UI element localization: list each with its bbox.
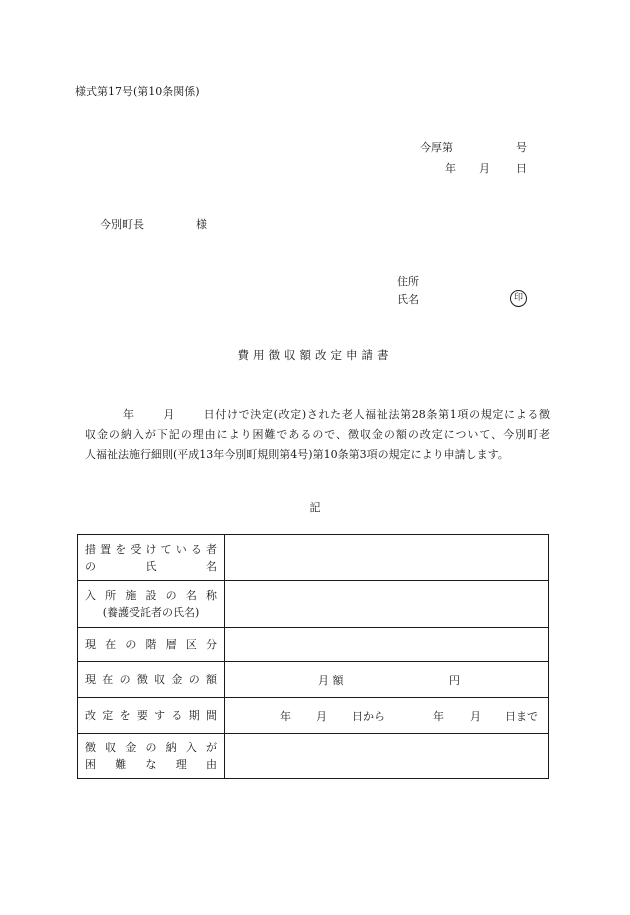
value-current-amount[interactable] bbox=[225, 662, 549, 698]
body-month: 月 bbox=[162, 408, 175, 421]
period-year-1: 年 bbox=[280, 709, 291, 723]
period-month-1: 月 bbox=[316, 709, 327, 723]
label-subtext: (養護受託者の氏名) bbox=[102, 606, 200, 619]
address-label: 住所 bbox=[397, 275, 419, 288]
label-current-class bbox=[78, 628, 225, 662]
addressee-name: 今別町長 bbox=[100, 218, 144, 231]
period-month-2: 月 bbox=[470, 709, 481, 723]
label-difficulty-reason bbox=[78, 734, 225, 779]
table-row bbox=[78, 734, 549, 779]
table-row bbox=[78, 535, 549, 581]
body-paragraph bbox=[85, 405, 550, 465]
ref-prefix: 今厚第 bbox=[420, 141, 453, 154]
table-row bbox=[78, 662, 549, 698]
seal-mark: 印 bbox=[510, 290, 527, 307]
label-text: 措置を受けている者 bbox=[85, 542, 217, 556]
label-facility-name bbox=[78, 581, 225, 628]
table-row bbox=[78, 581, 549, 628]
form-number: 様式第17号(第10条関係) bbox=[75, 85, 200, 98]
value-facility-name[interactable] bbox=[225, 581, 549, 628]
label-text: 現在の階層区分 bbox=[85, 638, 217, 651]
period-to: 日まで bbox=[505, 709, 538, 723]
value-difficulty-reason[interactable] bbox=[225, 734, 549, 779]
label-text: 徴収金の納入が bbox=[85, 741, 217, 754]
body-year: 年 bbox=[123, 408, 135, 421]
label-text: 現在の徴収金の額 bbox=[85, 673, 217, 686]
table-row bbox=[78, 628, 549, 662]
label-text: 入所施設の名称 bbox=[85, 589, 217, 602]
body-line-2: 収金の納入が下記の理由により困難であるので、徴収金の額の改定について、今別町老 bbox=[85, 428, 550, 441]
body-line-1 bbox=[85, 405, 550, 425]
value-revision-period[interactable] bbox=[225, 698, 549, 734]
period-from: 日から bbox=[352, 709, 385, 723]
date-year: 年 bbox=[445, 162, 456, 175]
label-recipient-name bbox=[78, 535, 225, 581]
ki-heading: 記 bbox=[309, 501, 321, 514]
ref-suffix: 号 bbox=[516, 141, 527, 154]
date-month: 月 bbox=[479, 162, 490, 175]
yen-label: 円 bbox=[449, 673, 460, 687]
body-line-3: 人福祉法施行細則(平成13年今別町規則第4号)第10条第3項の規定により申請します。 bbox=[85, 448, 509, 461]
addressee-honorific: 様 bbox=[196, 218, 207, 231]
label-text: 改定を要する期間 bbox=[85, 709, 217, 722]
application-table bbox=[77, 534, 549, 779]
label-text: 困 難 な 理 由 bbox=[85, 758, 217, 771]
label-revision-period bbox=[78, 698, 225, 734]
document-title: 費用徴収額改定申請書 bbox=[237, 348, 393, 362]
label-current-amount bbox=[78, 662, 225, 698]
label-text: の 氏 名 bbox=[85, 559, 217, 573]
name-label: 氏名 bbox=[397, 293, 419, 306]
monthly-label: 月 額 bbox=[318, 673, 344, 687]
value-current-class[interactable] bbox=[225, 628, 549, 662]
date-day: 日 bbox=[516, 162, 527, 175]
period-year-2: 年 bbox=[433, 709, 444, 723]
table-row bbox=[78, 698, 549, 734]
value-recipient-name[interactable] bbox=[225, 535, 549, 581]
body-line-1-text: 日付けで決定(改定)された老人福祉法第28条第1項の規定による徴 bbox=[203, 408, 551, 421]
